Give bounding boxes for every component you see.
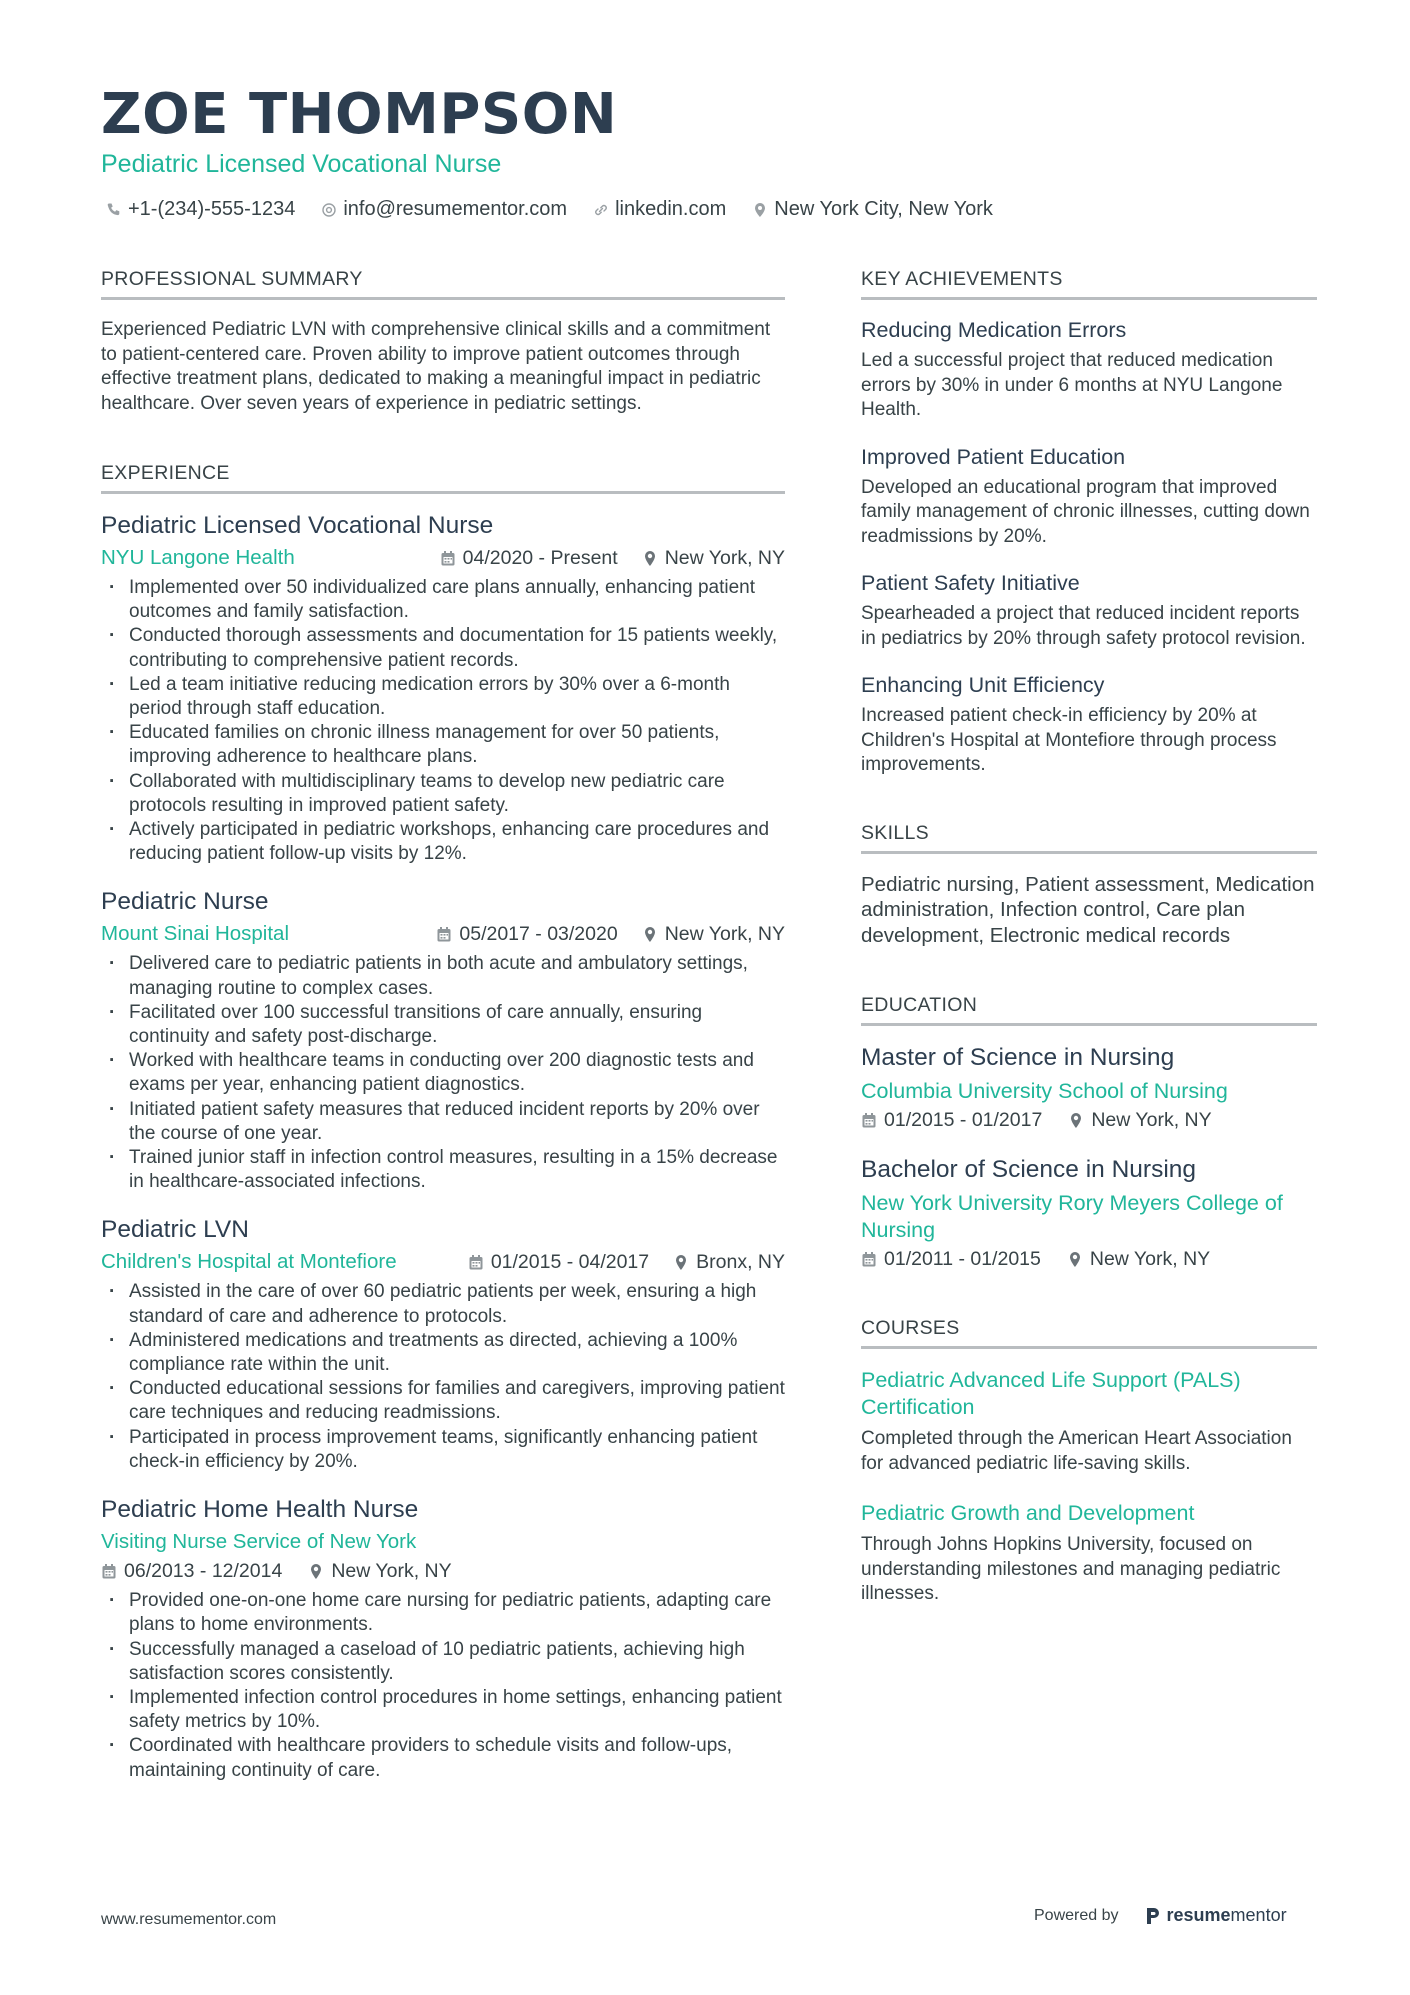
course-item — [861, 1500, 1317, 1607]
contact-linkedin[interactable] — [593, 198, 726, 221]
job-company-row — [101, 546, 785, 570]
location-pin-icon — [673, 1254, 689, 1271]
linkedin-text: linkedin.com — [615, 198, 727, 220]
job-bullets — [101, 1589, 785, 1783]
summary-heading: PROFESSIONAL SUMMARY — [101, 268, 785, 300]
job-dates — [101, 1560, 282, 1583]
course-desc: Completed through the American Heart Association for advanced pediatric life-saving skills. — [861, 1428, 1292, 1474]
at-icon — [321, 202, 337, 218]
job-title: Pediatric Licensed Vocational Nurse — [101, 512, 494, 539]
job-bullet: · Delivered care to pediatric patients in both acute and ambulatory settings, managing routine to complex cases. — [101, 952, 785, 1000]
achievement-desc: Spearheaded a project that reduced incident reports in pediatrics by 20% through safety protocol revision. — [861, 603, 1306, 649]
achievements-heading: KEY ACHIEVEMENTS — [861, 268, 1317, 300]
education-school: New York University Rory Meyers College of Nursing — [861, 1191, 1283, 1242]
job-entry — [101, 512, 785, 866]
course-title: Pediatric Growth and Development — [861, 1501, 1195, 1525]
calendar-icon — [440, 550, 456, 567]
location-pin-icon — [308, 1563, 324, 1580]
achievement-desc: Led a successful project that reduced medication errors by 30% in under 6 months at NYU Langone Health. — [861, 350, 1283, 420]
job-company-row — [101, 1530, 785, 1554]
job-meta-row — [101, 1560, 785, 1583]
job-bullet: · Participated in process improvement teams, significantly enhancing patient check-in efficiency by 20%. — [101, 1426, 785, 1474]
calendar-icon — [436, 926, 452, 943]
job-bullet: · Trained junior staff in infection control measures, resulting in a 15% decrease in healthcare-associated infections. — [101, 1146, 785, 1194]
job-bullet: · Educated families on chronic illness management for over 50 patients, improving adherence to healthcare plans. — [101, 721, 785, 769]
location-pin-icon — [642, 926, 658, 943]
achievement-item — [861, 673, 1317, 778]
job-dates — [436, 923, 617, 946]
education-location — [1068, 1109, 1211, 1132]
job-company: Children's Hospital at Montefiore — [101, 1250, 397, 1274]
job-entry — [101, 1216, 785, 1474]
course-desc: Through Johns Hopkins University, focused on understanding milestones and managing pediatric illnesses. — [861, 1534, 1281, 1604]
job-bullet: · Provided one-on-one home care nursing for pediatric patients, adapting care plans to home environments. — [101, 1589, 785, 1637]
job-dates-text: 01/2015 - 04/2017 — [490, 1250, 650, 1273]
location-pin-icon — [642, 550, 658, 567]
job-bullet: · Successfully managed a caseload of 10 pediatric patients, achieving high satisfaction scores consistently. — [101, 1638, 785, 1686]
job-dates — [468, 1251, 649, 1274]
job-company: Mount Sinai Hospital — [101, 922, 290, 946]
job-dates-text: 04/2020 - Present — [462, 546, 618, 569]
powered-by-text: Powered by — [1034, 1906, 1119, 1924]
contact-bar — [106, 198, 993, 221]
course-item — [861, 1367, 1317, 1476]
right-column — [861, 268, 1317, 1631]
education-meta — [861, 1248, 1317, 1271]
achievement-title: Enhancing Unit Efficiency — [861, 673, 1105, 697]
job-bullet: · Led a team initiative reducing medication errors by 30% over a 6-month period through staff education. — [101, 673, 785, 721]
education-item — [861, 1044, 1317, 1132]
job-bullet: · Collaborated with multidisciplinary teams to develop new pediatric care protocols resulting in improved patient safety. — [101, 770, 785, 818]
education-item — [861, 1156, 1317, 1271]
phone-icon — [106, 202, 122, 218]
courses-heading: COURSES — [861, 1317, 1317, 1349]
job-dates — [440, 547, 618, 570]
education-dates-text: 01/2011 - 01/2015 — [884, 1248, 1041, 1270]
achievement-item — [861, 318, 1317, 423]
job-bullet: · Facilitated over 100 successful transitions of care annually, ensuring continuity and safety post-discharge. — [101, 1001, 785, 1049]
location-text: New York City, New York — [774, 198, 993, 220]
job-company: Visiting Nurse Service of New York — [101, 1530, 417, 1554]
education-location-text: New York, NY — [1091, 1109, 1212, 1131]
education-location-text: New York, NY — [1089, 1248, 1211, 1270]
job-location-text: New York, NY — [664, 922, 785, 945]
job-company: NYU Langone Health — [101, 546, 295, 569]
education-heading: EDUCATION — [861, 994, 1317, 1026]
achievements-list — [861, 318, 1317, 778]
achievement-item — [861, 571, 1317, 651]
education-school: Columbia University School of Nursing — [861, 1079, 1228, 1103]
job-dates-text: 06/2013 - 12/2014 — [124, 1560, 283, 1583]
job-bullet: · Implemented infection control procedures in home settings, enhancing patient safety metrics by 10%. — [101, 1686, 785, 1734]
location-pin-icon — [1068, 1112, 1084, 1129]
location-pin-icon — [752, 202, 768, 218]
job-bullet: · Worked with healthcare teams in conducting over 200 diagnostic tests and exams per year, enhancing patient diagnostics. — [101, 1049, 785, 1097]
location-pin-icon — [1067, 1251, 1083, 1268]
job-entry — [101, 1496, 785, 1783]
job-title: Pediatric LVN — [101, 1216, 249, 1244]
education-location — [1067, 1248, 1210, 1271]
job-location — [673, 1251, 785, 1274]
education-dates — [861, 1248, 1041, 1271]
job-location — [642, 923, 785, 946]
link-icon — [593, 202, 609, 218]
job-bullet: · Implemented over 50 individualized care plans annually, enhancing patient outcomes and family satisfaction. — [101, 576, 785, 624]
job-location-text: Bronx, NY — [696, 1250, 785, 1273]
calendar-icon — [101, 1563, 117, 1580]
job-bullets — [101, 952, 785, 1194]
job-location — [642, 547, 785, 570]
course-title: Pediatric Advanced Life Support (PALS) Certification — [861, 1368, 1241, 1419]
job-bullets — [101, 1280, 785, 1474]
skills-heading: SKILLS — [861, 822, 1317, 854]
achievement-desc: Increased patient check-in efficiency by 20% at Children's Hospital at Montefiore through process improvements. — [861, 705, 1277, 775]
contact-location — [752, 198, 993, 221]
education-list — [861, 1044, 1317, 1271]
calendar-icon — [861, 1112, 877, 1129]
education-degree: Master of Science in Nursing — [861, 1044, 1175, 1071]
achievement-title: Reducing Medication Errors — [861, 318, 1127, 342]
candidate-name: ZOE THOMPSON — [101, 82, 618, 147]
education-meta — [861, 1109, 1317, 1132]
education-dates-text: 01/2015 - 01/2017 — [884, 1109, 1043, 1131]
job-bullet: · Initiated patient safety measures that reduced incident reports by 20% over the course of one year. — [101, 1098, 785, 1146]
courses-list — [861, 1367, 1317, 1607]
experience-heading: EXPERIENCE — [101, 462, 785, 494]
job-bullet: · Conducted educational sessions for families and caregivers, improving patient care techniques and reducing readmissions. — [101, 1377, 785, 1425]
achievement-item — [861, 445, 1317, 550]
summary-text: Experienced Pediatric LVN with comprehensive clinical skills and a commitment to patient-centered care. Proven ability to improve patient outcomes through effective treatment plans, dedicated to making a meaningful impact in pediatric healthcare. Over seven years of experience in pediatric settings. — [101, 319, 771, 414]
job-location — [308, 1560, 451, 1583]
job-bullet: · Actively participated in pediatric workshops, enhancing care procedures and reducing patient follow-up visits by 12%. — [101, 818, 785, 866]
brand-bold: resume — [1166, 1905, 1231, 1925]
left-column — [101, 268, 785, 1805]
email-text: info@resumementor.com — [343, 198, 568, 220]
skills-text: Pediatric nursing, Patient assessment, Medication administration, Infection control, Care plan development, Electronic medical records — [861, 872, 1315, 947]
contact-email[interactable] — [321, 198, 567, 221]
job-location-text: New York, NY — [664, 546, 785, 569]
achievement-desc: Developed an educational program that improved family management of chronic illnesses, cutting down readmissions by 20%. — [861, 476, 1310, 547]
education-degree: Bachelor of Science in Nursing — [861, 1156, 1197, 1183]
job-company-row — [101, 922, 785, 946]
education-dates — [861, 1109, 1042, 1132]
job-dates-text: 05/2017 - 03/2020 — [459, 922, 618, 945]
resumementor-logo-icon — [1145, 1907, 1161, 1925]
experience-list — [101, 512, 785, 1783]
job-bullet: · Assisted in the care of over 60 pediatric patients per week, ensuring a high standard of care and adherence to protocols. — [101, 1280, 785, 1328]
footer-powered — [1034, 1905, 1287, 1926]
phone-text: +1-(234)-555-1234 — [128, 198, 296, 220]
job-bullet: · Coordinated with healthcare providers to schedule visits and follow-ups, maintaining continuity of care. — [101, 1734, 785, 1782]
brand-light: mentor — [1230, 1905, 1287, 1925]
job-title: Pediatric Nurse — [101, 888, 269, 916]
job-location-text: New York, NY — [331, 1560, 452, 1583]
job-bullet: · Conducted thorough assessments and documentation for 15 patients weekly, contributing to comprehensive patient records. — [101, 624, 785, 672]
calendar-icon — [861, 1251, 877, 1268]
footer-website[interactable]: www.resumementor.com — [101, 1911, 277, 1928]
job-company-row — [101, 1250, 785, 1274]
job-bullet: · Administered medications and treatments as directed, achieving a 100% compliance rate within the unit. — [101, 1329, 785, 1377]
calendar-icon — [468, 1254, 484, 1271]
candidate-role: Pediatric Licensed Vocational Nurse — [101, 150, 502, 178]
job-title: Pediatric Home Health Nurse — [101, 1496, 419, 1524]
job-bullets — [101, 576, 785, 866]
achievement-title: Patient Safety Initiative — [861, 571, 1080, 595]
achievement-title: Improved Patient Education — [861, 444, 1126, 469]
contact-phone[interactable] — [106, 198, 295, 221]
job-entry — [101, 888, 785, 1194]
brand-logo[interactable] — [1145, 1905, 1287, 1926]
